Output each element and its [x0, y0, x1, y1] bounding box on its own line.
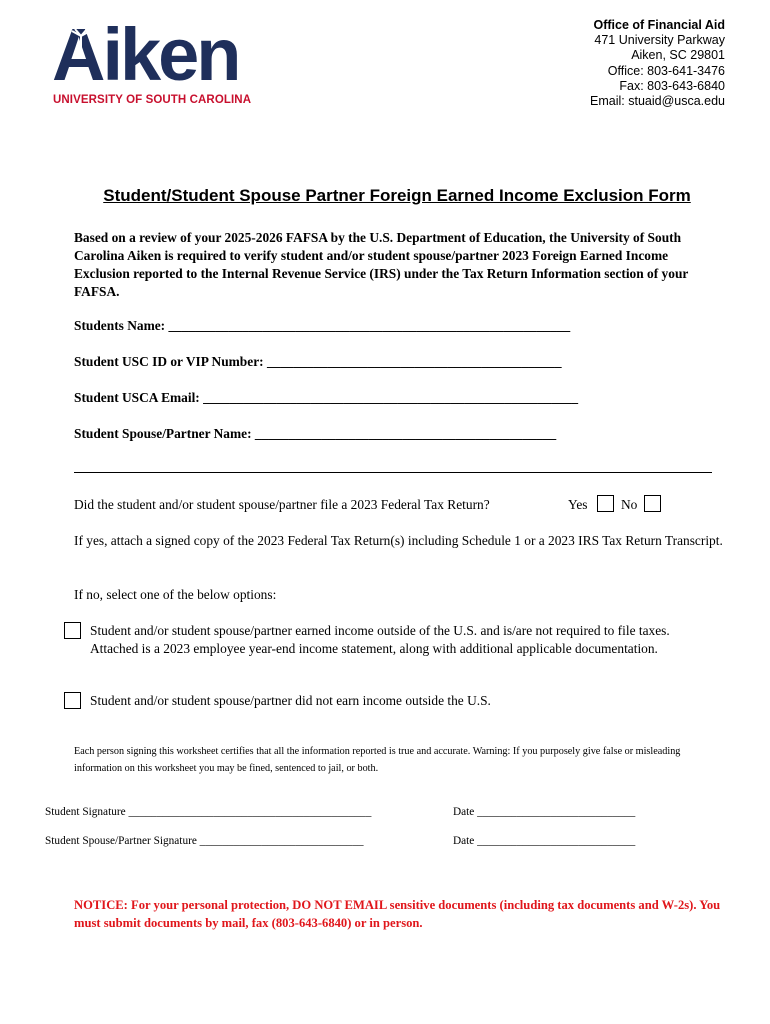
student-email-field[interactable]: Student USCA Email: ________________________________________________________: [74, 390, 579, 405]
notice-text: NOTICE: For your personal protection, DO NOT EMAIL sensitive documents (including tax documents and W-2s). You must submit documents by mail, fax (803-643-6840) or in person.: [74, 898, 721, 930]
logo-subtitle: UNIVERSITY OF SOUTH CAROLINA: [53, 94, 252, 106]
option-1-text: Student and/or student spouse/partner earned income outside of the U.S. and is/are not required to file taxes. Attached is a 2023 employee year-end income statement, along with additional applicable documentation.: [90, 623, 670, 656]
if-yes-instructions: If yes, attach a signed copy of the 2023 Federal Tax Return(s) including Schedule 1 or a 2023 IRS Tax Return Transcript.: [74, 533, 723, 548]
logo-text: Aiken: [52, 13, 239, 96]
form-title: Student/Student Spouse Partner Foreign Earned Income Exclusion Form: [103, 186, 691, 205]
office-title: Office of Financial Aid: [593, 18, 725, 32]
spouse-name-field[interactable]: Student Spouse/Partner Name: _____________________________________________: [74, 426, 557, 441]
tax-question-text: Did the student and/or student spouse/partner file a 2023 Federal Tax Return?: [74, 497, 490, 512]
yes-checkbox[interactable]: [597, 495, 614, 512]
option-1-checkbox[interactable]: [64, 622, 81, 639]
student-signature-line[interactable]: Student Signature ___________________________________________: [45, 806, 372, 818]
office-phone: Office: 803-641-3476: [607, 63, 725, 78]
students-name-field[interactable]: Students Name: ____________________________________________________________: [74, 318, 571, 333]
student-date-line[interactable]: Date ____________________________: [453, 806, 636, 818]
section-divider: [74, 472, 712, 473]
spouse-signature-line[interactable]: Student Spouse/Partner Signature _____________________________: [45, 835, 364, 847]
address-line-2: Aiken, SC 29801: [631, 48, 725, 63]
no-checkbox[interactable]: [644, 495, 661, 512]
spouse-date-line[interactable]: Date ____________________________: [453, 835, 636, 847]
option-2-checkbox[interactable]: [64, 692, 81, 709]
student-id-field[interactable]: Student USC ID or VIP Number: ____________________________________________: [74, 354, 562, 369]
palmetto-tree-icon: [69, 28, 93, 48]
certification-text: Each person signing this worksheet certifies that all the information reported is true and accurate. Warning: If you purposely give false or misleading information on this worksheet you may be fined, sentenced to jail, or both.: [74, 746, 681, 774]
if-no-instructions: If no, select one of the below options:: [74, 587, 277, 602]
office-contact-block: [590, 18, 725, 109]
intro-paragraph: Based on a review of your 2025-2026 FAFSA by the U.S. Department of Education, the University of South Carolina Aiken is required to verify student and/or student spouse/partner 2023 Foreign Earned Income Exclusion reported to the Internal Revenue Service (IRS) under the Tax Return Information section of your FAFSA.: [74, 230, 689, 299]
no-label: No: [621, 497, 638, 512]
yes-label: Yes: [568, 497, 588, 512]
fax-number: Fax: 803-643-6840: [619, 78, 725, 93]
office-email: Email: stuaid@usca.edu: [590, 94, 725, 109]
address-line-1: 471 University Parkway: [594, 33, 725, 48]
option-2-text: Student and/or student spouse/partner did not earn income outside the U.S.: [90, 693, 491, 708]
